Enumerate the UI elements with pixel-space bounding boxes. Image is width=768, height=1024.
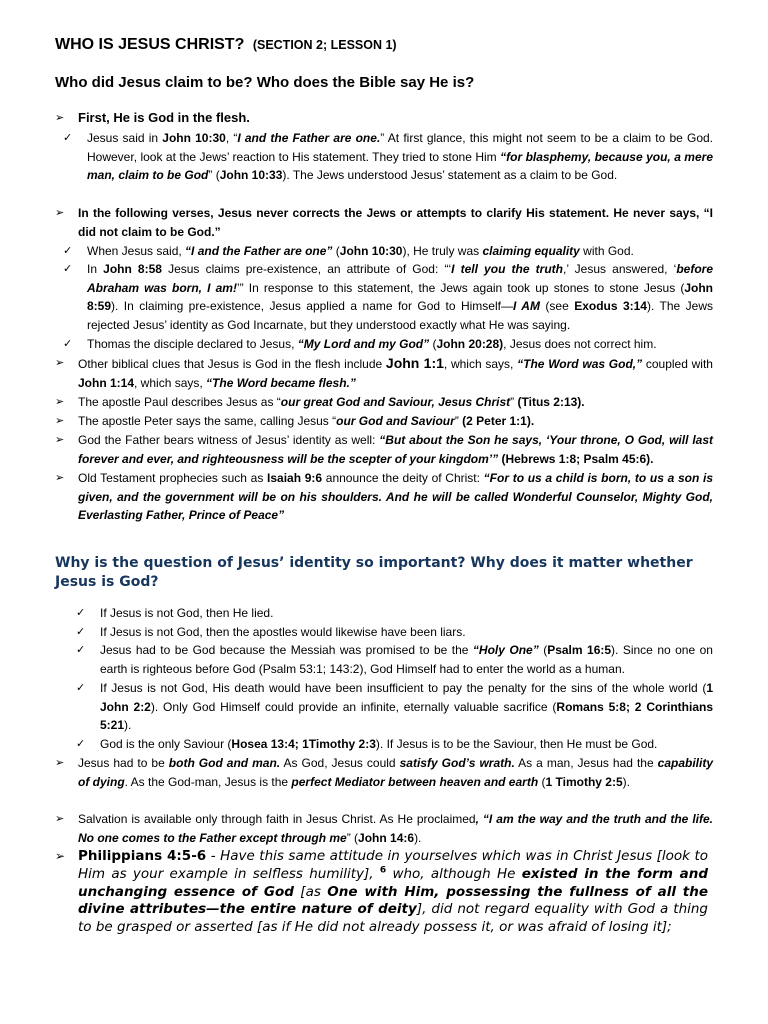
page-subtitle: Who did Jesus claim to be? Who does the Bible say He is? bbox=[55, 74, 475, 91]
arrow-bullet-icon: ➢ bbox=[55, 396, 65, 408]
arrow-item-text: The apostle Paul describes Jesus as “our great God and Saviour, Jesus Christ” (Titus 2:13). bbox=[78, 395, 585, 409]
check-item-text: God is the only Saviour (Hosea 13:4; 1Timothy 2:3). If Jesus is to be the Saviour, then He must be God. bbox=[100, 737, 658, 751]
section1-heading: First, He is God in the flesh. bbox=[78, 110, 250, 125]
check-item-text: If Jesus is not God, His death would have been insufficient to pay the penalty for the sins of the whole world (1 John 2:2). Only God Himself could provide an infinite, eternally valuable sacrifice (Romans 5:8; 2 Corinthians 5:21). bbox=[100, 681, 714, 733]
arrow-item bbox=[55, 431, 713, 468]
arrow-item-text: Other biblical clues that Jesus is God in the flesh include John 1:1, which says, “The Word was God,” coupled with John 1:14, which says, “The Word became flesh.” bbox=[78, 355, 713, 390]
philippians-passage bbox=[55, 848, 708, 937]
check-item bbox=[76, 604, 713, 623]
arrow-item-text: Old Testament prophecies such as Isaiah 9:6 announce the deity of Christ: “For to us a child is born, to us a son is given, and the government will be on his shoulders. And he will be called Wonderful Counselor, Mighty God, Everlasting Father, Prince of Peace” bbox=[78, 471, 713, 523]
check-item bbox=[76, 679, 713, 735]
check-item bbox=[63, 129, 713, 185]
arrow-item-text: In the following verses, Jesus never corrects the Jews or attempts to clarify His statement. He never says, “I did not claim to be God.” bbox=[78, 206, 713, 239]
arrow-item bbox=[55, 412, 713, 431]
check-item bbox=[76, 641, 713, 678]
arrow-bullet-icon: ➢ bbox=[55, 434, 65, 446]
check-item-text: When Jesus said, “I and the Father are one” (John 10:30), He truly was claiming equality with God. bbox=[87, 244, 634, 258]
check-item-text: Jesus had to be God because the Messiah was promised to be the “Holy One” (Psalm 16:5). Since no one on earth is righteous before God (Psalm 53:1; 143:2), God Himself had to enter the world as a human. bbox=[100, 643, 713, 676]
check-icon: ✓ bbox=[63, 132, 73, 144]
page-title bbox=[55, 36, 397, 54]
check-item-text: Jesus said in John 10:30, “I and the Father are one.” At first glance, this might not seem to be a claim to be God. However, look at the Jews’ reaction to His statement. They tried to stone Him “for blasphemy, because you, a mere man, claim to be God” (John 10:33). The Jews understood Jesus’ statement as a claim to be God. bbox=[87, 131, 713, 183]
check-icon: ✓ bbox=[76, 682, 86, 694]
arrow-item bbox=[55, 354, 713, 392]
arrow-item bbox=[55, 469, 713, 525]
section2-heading: Why is the question of Jesus’ identity so important? Why does it matter whether Jesus is God? bbox=[55, 555, 693, 590]
arrow-item-text: Salvation is available only through faith in Jesus Christ. As He proclaimed, “I am the way and the truth and the life. No one comes to the Father except through me” (John 14:6). bbox=[78, 812, 714, 845]
check-icon: ✓ bbox=[76, 644, 86, 656]
philippians-reference: Philippians 4:5-6 bbox=[78, 848, 207, 864]
arrow-bullet-icon: ➢ bbox=[55, 112, 65, 124]
title-section: (SECTION 2; LESSON 1) bbox=[252, 38, 397, 52]
arrow-bullet-icon: ➢ bbox=[55, 357, 65, 369]
check-icon: ✓ bbox=[76, 607, 86, 619]
check-item bbox=[76, 623, 713, 642]
arrow-bullet-icon: ➢ bbox=[55, 813, 65, 825]
check-icon: ✓ bbox=[63, 245, 73, 257]
check-item-text: If Jesus is not God, then He lied. bbox=[100, 606, 274, 620]
title-main: WHO IS JESUS CHRIST? bbox=[55, 36, 245, 53]
check-item bbox=[76, 735, 713, 754]
arrow-item bbox=[55, 393, 713, 412]
arrow-item-text: Jesus had to be both God and man. As God, Jesus could satisfy God’s wrath. As a man, Jesus had the capability of dying. As the God-man, Jesus is the perfect Mediator between heaven and earth (1 Timothy 2:5). bbox=[78, 756, 714, 789]
check-icon: ✓ bbox=[63, 338, 73, 350]
arrow-item bbox=[55, 810, 713, 847]
arrow-bullet-icon: ➢ bbox=[55, 757, 65, 769]
arrow-bullet-icon: ➢ bbox=[55, 415, 65, 427]
check-item bbox=[63, 242, 713, 261]
check-icon: ✓ bbox=[76, 626, 86, 638]
arrow-bullet-icon: ➢ bbox=[55, 207, 65, 219]
check-icon: ✓ bbox=[76, 738, 86, 750]
arrow-bullet-icon: ➢ bbox=[55, 849, 66, 863]
philippians-text: Philippians 4:5-6 - Have this same attitude in yourselves which was in Christ Jesus [look to Him as your example in selfless humility], $^6$ who, although He existed in the form and unchanging essence of God [as One with Him, possessing the fullness of all the divine attributes—the entire nature of deity], did not regard equality with God a thing to be grasped or asserted [as if He did not already possess it, or was afraid of losing it]; bbox=[78, 848, 709, 936]
check-item-text: If Jesus is not God, then the apostles would likewise have been liars. bbox=[100, 625, 466, 639]
check-item-text: In John 8:58 Jesus claims pre-existence, an attribute of God: “‘I tell you the truth,’ Jesus answered, ‘before Abraham was born, I am!’” In response to this statement, the Jews again took up stones to stone Jesus (John 8:59). In claiming pre-existence, Jesus applied a name for God to Himself—I AM (see Exodus 3:14). The Jews rejected Jesus’ identity as God Incarnate, but they understood exactly what He was saying. bbox=[87, 262, 714, 333]
arrow-item bbox=[55, 204, 713, 241]
check-item-text: Thomas the disciple declared to Jesus, “My Lord and my God” (John 20:28), Jesus does not correct him. bbox=[87, 337, 657, 351]
section1-heading-item bbox=[55, 109, 715, 128]
arrow-item bbox=[55, 754, 713, 791]
arrow-item-text: The apostle Peter says the same, calling Jesus “our God and Saviour” (2 Peter 1:1). bbox=[78, 414, 535, 428]
check-item bbox=[63, 335, 713, 354]
arrow-bullet-icon: ➢ bbox=[55, 472, 65, 484]
check-item bbox=[63, 260, 713, 335]
check-icon: ✓ bbox=[63, 263, 73, 275]
arrow-item-text: God the Father bears witness of Jesus’ identity as well: “But about the Son he says, ‘Your throne, O God, will last forever and ever, and righteousness will be the scepter of your kingdom’” (Hebrews 1:8; Psalm 45:6). bbox=[78, 433, 713, 466]
